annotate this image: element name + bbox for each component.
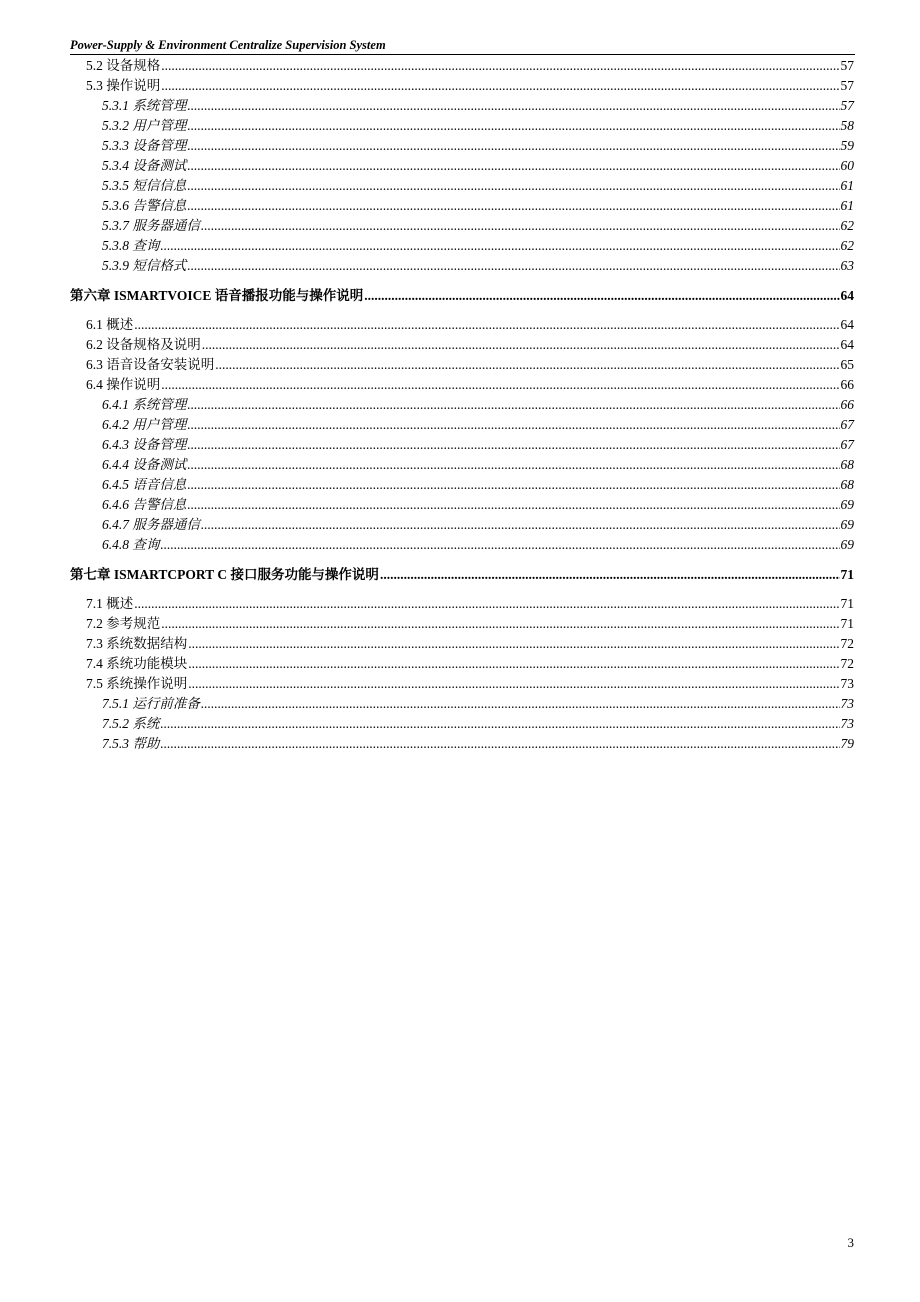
toc-entry-page: 57 xyxy=(840,98,854,113)
toc-entry-page: 69 xyxy=(840,537,854,552)
toc-entry[interactable] xyxy=(70,315,854,335)
toc-entry-page: 68 xyxy=(840,477,854,492)
toc-entry[interactable] xyxy=(70,196,854,216)
toc-entry-label: 5.3 操作说明 xyxy=(86,78,161,93)
toc-dot-leader xyxy=(161,375,839,395)
toc-entry-label: 5.3.3 设备管理 xyxy=(102,138,187,153)
toc-entry-label: 5.3.9 短信格式 xyxy=(102,258,187,273)
toc-entry-page: 64 xyxy=(840,317,854,332)
toc-entry-label: 5.3.6 告警信息 xyxy=(102,198,187,213)
toc-entry[interactable] xyxy=(70,714,854,734)
toc-entry-page: 57 xyxy=(840,78,854,93)
toc-dot-leader xyxy=(134,594,839,614)
toc-entry-page: 73 xyxy=(840,716,854,731)
toc-dot-leader xyxy=(187,96,839,116)
toc-entry-label: 5.3.4 设备测试 xyxy=(102,158,187,173)
toc-dot-leader xyxy=(187,196,839,216)
toc-entry-label: 5.2 设备规格 xyxy=(86,58,161,73)
toc-dot-leader xyxy=(187,176,839,196)
toc-entry-page: 63 xyxy=(840,258,854,273)
toc-dot-leader xyxy=(215,355,839,375)
toc-dot-leader xyxy=(187,136,839,156)
toc-dot-leader xyxy=(202,335,840,355)
toc-entry-label: 第六章 ISMARTVOICE 语音播报功能与操作说明 xyxy=(70,288,364,303)
toc-entry[interactable] xyxy=(70,734,854,754)
toc-entry-label: 5.3.5 短信信息 xyxy=(102,178,187,193)
toc-entry-label: 6.4.5 语音信息 xyxy=(102,477,187,492)
toc-entry-page: 69 xyxy=(840,517,854,532)
toc-entry[interactable] xyxy=(70,674,854,694)
toc-entry-page: 72 xyxy=(840,656,854,671)
toc-entry-label: 6.4.7 服务器通信 xyxy=(102,517,200,532)
document-title: Power-Supply & Environment Centralize Supervision System xyxy=(70,38,386,52)
toc-entry[interactable] xyxy=(70,56,854,76)
toc-entry[interactable] xyxy=(70,96,854,116)
toc-dot-leader xyxy=(187,256,839,276)
table-of-contents xyxy=(70,56,854,754)
toc-entry-label: 6.4.8 查询 xyxy=(102,537,160,552)
toc-entry-page: 71 xyxy=(840,567,854,582)
toc-entry-page: 72 xyxy=(840,636,854,651)
toc-dot-leader xyxy=(201,694,840,714)
toc-chapter-entry[interactable] xyxy=(70,286,854,306)
toc-dot-leader xyxy=(187,116,839,136)
toc-entry-page: 58 xyxy=(840,118,854,133)
toc-entry[interactable] xyxy=(70,495,854,515)
toc-entry-label: 6.4.1 系统管理 xyxy=(102,397,187,412)
toc-entry[interactable] xyxy=(70,335,854,355)
toc-entry-label: 5.3.2 用户管理 xyxy=(102,118,187,133)
toc-entry-page: 66 xyxy=(840,377,854,392)
toc-entry[interactable] xyxy=(70,156,854,176)
toc-entry-page: 66 xyxy=(840,397,854,412)
toc-dot-leader xyxy=(187,495,839,515)
toc-entry-page: 62 xyxy=(840,218,854,233)
toc-chapter-entry[interactable] xyxy=(70,565,854,585)
toc-entry[interactable] xyxy=(70,634,854,654)
toc-entry-page: 61 xyxy=(840,178,854,193)
toc-entry-page: 62 xyxy=(840,238,854,253)
toc-entry[interactable] xyxy=(70,475,854,495)
toc-dot-leader xyxy=(187,415,839,435)
toc-entry[interactable] xyxy=(70,236,854,256)
toc-entry[interactable] xyxy=(70,694,854,714)
page-header xyxy=(70,36,855,55)
toc-dot-leader xyxy=(161,56,839,76)
toc-entry-page: 73 xyxy=(840,696,854,711)
toc-dot-leader xyxy=(160,714,839,734)
toc-dot-leader xyxy=(201,216,840,236)
toc-dot-leader xyxy=(187,435,839,455)
toc-dot-leader xyxy=(187,156,839,176)
toc-entry-label: 6.2 设备规格及说明 xyxy=(86,337,201,352)
toc-entry-page: 71 xyxy=(840,616,854,631)
toc-entry-page: 71 xyxy=(840,596,854,611)
toc-entry-page: 61 xyxy=(840,198,854,213)
toc-dot-leader xyxy=(160,535,839,555)
toc-dot-leader xyxy=(187,395,839,415)
toc-entry[interactable] xyxy=(70,395,854,415)
toc-entry-label: 7.1 概述 xyxy=(86,596,134,611)
toc-entry-label: 6.3 语音设备安装说明 xyxy=(86,357,215,372)
toc-entry[interactable] xyxy=(70,654,854,674)
toc-entry[interactable] xyxy=(70,614,854,634)
toc-entry[interactable] xyxy=(70,116,854,136)
toc-entry-page: 64 xyxy=(840,288,854,303)
toc-entry-page: 67 xyxy=(840,417,854,432)
toc-entry[interactable] xyxy=(70,455,854,475)
toc-entry[interactable] xyxy=(70,435,854,455)
toc-entry[interactable] xyxy=(70,375,854,395)
toc-entry-page: 67 xyxy=(840,437,854,452)
toc-entry[interactable] xyxy=(70,415,854,435)
toc-entry-page: 57 xyxy=(840,58,854,73)
toc-dot-leader xyxy=(201,515,840,535)
toc-entry-label: 5.3.8 查询 xyxy=(102,238,160,253)
toc-dot-leader xyxy=(160,734,839,754)
toc-dot-leader xyxy=(188,654,839,674)
toc-dot-leader xyxy=(188,634,839,654)
toc-entry-label: 5.3.7 服务器通信 xyxy=(102,218,200,233)
toc-entry-label: 6.4 操作说明 xyxy=(86,377,161,392)
toc-entry-label: 6.4.3 设备管理 xyxy=(102,437,187,452)
toc-entry-label: 第七章 ISMARTCPORT C 接口服务功能与操作说明 xyxy=(70,567,379,582)
toc-dot-leader xyxy=(187,455,839,475)
toc-entry[interactable] xyxy=(70,136,854,156)
toc-dot-leader xyxy=(380,565,840,585)
toc-entry-label: 7.5.2 系统 xyxy=(102,716,160,731)
toc-entry-label: 7.4 系统功能模块 xyxy=(86,656,188,671)
toc-dot-leader xyxy=(188,674,839,694)
toc-entry-label: 7.5.1 运行前准备 xyxy=(102,696,200,711)
toc-entry[interactable] xyxy=(70,176,854,196)
toc-entry-label: 6.4.2 用户管理 xyxy=(102,417,187,432)
toc-entry-page: 65 xyxy=(840,357,854,372)
toc-entry-page: 64 xyxy=(840,337,854,352)
toc-dot-leader xyxy=(161,76,839,96)
toc-entry[interactable] xyxy=(70,594,854,614)
toc-entry[interactable] xyxy=(70,256,854,276)
toc-dot-leader xyxy=(161,614,839,634)
toc-entry[interactable] xyxy=(70,515,854,535)
toc-dot-leader xyxy=(187,475,839,495)
toc-entry-label: 7.5.3 帮助 xyxy=(102,736,160,751)
toc-entry-label: 6.1 概述 xyxy=(86,317,134,332)
toc-entry-label: 6.4.6 告警信息 xyxy=(102,497,187,512)
toc-entry-page: 59 xyxy=(840,138,854,153)
toc-entry-page: 73 xyxy=(840,676,854,691)
toc-entry-label: 7.5 系统操作说明 xyxy=(86,676,188,691)
toc-entry[interactable] xyxy=(70,76,854,96)
toc-dot-leader xyxy=(160,236,839,256)
toc-entry-label: 6.4.4 设备测试 xyxy=(102,457,187,472)
toc-entry[interactable] xyxy=(70,535,854,555)
toc-entry-page: 60 xyxy=(840,158,854,173)
toc-entry-page: 69 xyxy=(840,497,854,512)
toc-entry[interactable] xyxy=(70,216,854,236)
toc-entry-label: 7.3 系统数据结构 xyxy=(86,636,188,651)
toc-entry-label: 7.2 参考规范 xyxy=(86,616,161,631)
toc-entry-page: 68 xyxy=(840,457,854,472)
toc-entry-label: 5.3.1 系统管理 xyxy=(102,98,187,113)
toc-dot-leader xyxy=(364,286,839,306)
toc-entry-page: 79 xyxy=(840,736,854,751)
toc-dot-leader xyxy=(134,315,839,335)
toc-entry[interactable] xyxy=(70,355,854,375)
page-number: 3 xyxy=(847,1235,854,1250)
